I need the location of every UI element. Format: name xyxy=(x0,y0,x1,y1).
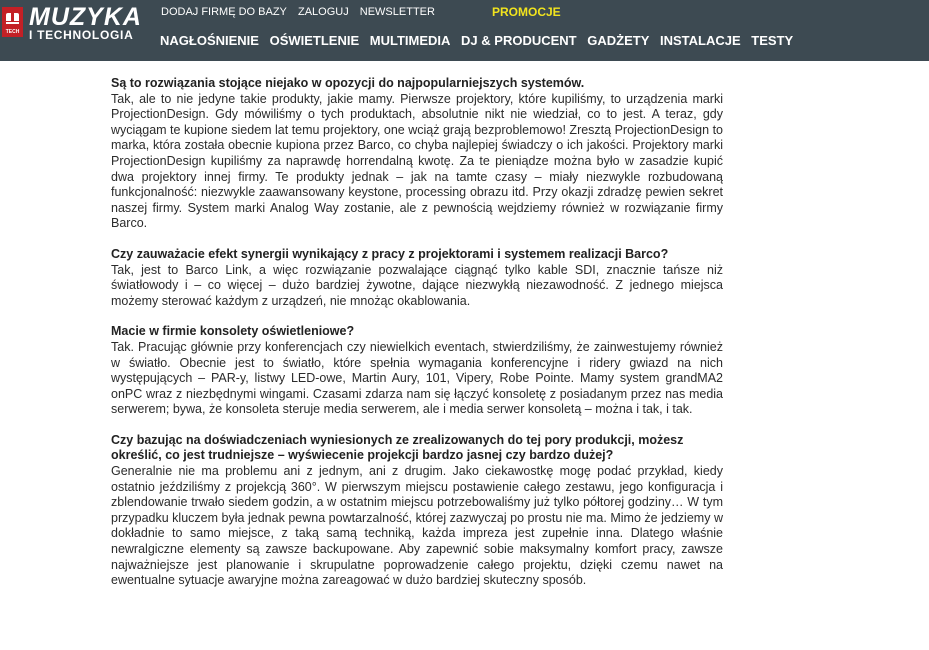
qa-block xyxy=(111,247,723,309)
article-body xyxy=(111,76,723,604)
answer-text: Tak, ale to nie jedyne takie produkty, jakie mamy. Pierwsze projektory, które kupiliśmy, to urządzenia marki ProjectionDesign. Gdy mówiliśmy o tych produktach, absolutnie nikt nie wiedział, co to jest. A teraz, gdy wyciągam te kupione siedem lat temu projektory, one wciąż grają bezproblemowo! Zresztą ProjectionDesign to marka, która została obecnie kupiona przez Barco, co chyba najlepiej świadczy o ich jakości. Projektory marki ProjectionDesign kupiliśmy za naprawdę horrendalną kwotę. Za te pieniądze można było w zasadzie kupić dwa projektory innej firmy. Te produkty jednak – jak na tamte czasy – miały niezwykle rozbudowaną funkcjonalność: niezwykle zaawansowany keystone, processing obrazu itd. Przy okazji zdradzę pewien sekret naszej firmy. System marki Analog Way zostanie, ale z pewnością wejdziemy również w rozwiązanie firmy Barco. xyxy=(111,91,723,231)
logo-book-icon[interactable] xyxy=(2,7,23,37)
top-links xyxy=(161,6,443,19)
nav-item-multimedia[interactable]: MULTIMEDIA xyxy=(369,33,451,48)
question-text: Macie w firmie konsolety oświetleniowe? xyxy=(111,324,355,339)
link-add-company[interactable]: DODAJ FIRMĘ DO BAZY xyxy=(161,6,287,18)
question-text: Są to rozwiązania stojące niejako w opozycji do najpopularniejszych systemów. xyxy=(111,76,585,90)
qa-block xyxy=(111,76,723,232)
nav-item-testy[interactable]: TESTY xyxy=(751,33,794,48)
nav-item-instalacje[interactable]: INSTALACJE xyxy=(660,33,741,48)
nav-item-gadzety[interactable]: GADŻETY xyxy=(587,33,650,48)
logo-title[interactable]: MUZYKA xyxy=(29,3,142,31)
qa-block xyxy=(111,433,723,589)
nav-item-dj-producent[interactable]: DJ & PRODUCENT xyxy=(461,33,577,48)
site-header xyxy=(0,0,929,61)
logo-subtitle[interactable]: I TECHNOLOGIA xyxy=(29,28,134,42)
link-login[interactable]: ZALOGUJ xyxy=(297,6,349,18)
link-newsletter[interactable]: NEWSLETTER xyxy=(359,6,435,18)
answer-text: Tak, jest to Barco Link, a więc rozwiązanie pozwalające ciągnąć tylko kable SDI, znacznie tańsze niż światłowody i – co więcej – dużo bardziej żywotne, dające niezwykłą niezawodność. Z jednego miejsca możemy sterować każdym z urządzeń, nie mnożąc okablowania. xyxy=(111,262,723,308)
main-nav xyxy=(160,33,800,48)
question-text: Czy bazując na doświadczeniach wyniesionych ze zrealizowanych do tej pory produkcji, możesz określić, co jest trudniejsze – wyświecenie projekcji bardzo jasnej czy bardzo dużej? xyxy=(111,432,684,463)
answer-text: Tak. Pracując głównie przy konferencjach czy niewielkich eventach, stwierdziliśmy, że zainwestujemy również w światło. Obecnie jest to światło, które spełnia wymagania konferencyjne i ridery gwiazd na nich występujących – PAR-y, listwy LED-owe, Martin Aury, 101, Vipery, Robe Pointe. Mamy system grandMA2 onPC wraz z niezbędnymi wingami. Czasami zdarza nam się łączyć konsoletę z posiadanym przez nas media serwerem; bywa, że konsoleta steruje media serwerem, ale i media serwer konsoletą – można i tak, i tak. xyxy=(111,339,723,417)
link-promotions[interactable]: PROMOCJE xyxy=(492,5,561,19)
nav-item-naglosnienie[interactable]: NAGŁOŚNIENIE xyxy=(160,33,259,48)
qa-block xyxy=(111,324,723,418)
nav-item-oswietlenie[interactable]: OŚWIETLENIE xyxy=(269,33,360,48)
question-text: Czy zauważacie efekt synergii wynikający z pracy z projektorami i systemem realizacji Barco? xyxy=(111,246,669,261)
logo-tag: TECH xyxy=(5,29,20,35)
answer-text: Generalnie nie ma problemu ani z jednym, ani z drugim. Jako ciekawostkę mogę podać przykład, kiedy ostatnio jeździliśmy z projekcją 360°. W pierwszym miejscu postawienie całego zestawu, jego konfiguracja i zblendowanie trwało siedem godzin, a w ostatnim miejscu potrzebowaliśmy już tylko półtorej godziny… W tym przypadku kluczem była jednak pewna powtarzalność, której zazwyczaj po prostu nie ma. Mimo że jedziemy w dokładnie to samo miejsce, z taką samą techniką, każda impreza jest zupełnie inna. Dlatego właśnie newralgiczne elementy są zawsze backupowane. Aby zapewnić sobie maksymalny komfort pracy, zawsze najważniejsze jest planowanie i skrupulatne poprowadzenie całego projektu, dzięki czemu nawet na ewentualne sytuacje awaryjne można zareagować w dużo bardziej skuteczny sposób. xyxy=(111,464,723,588)
book-icon xyxy=(6,13,19,24)
